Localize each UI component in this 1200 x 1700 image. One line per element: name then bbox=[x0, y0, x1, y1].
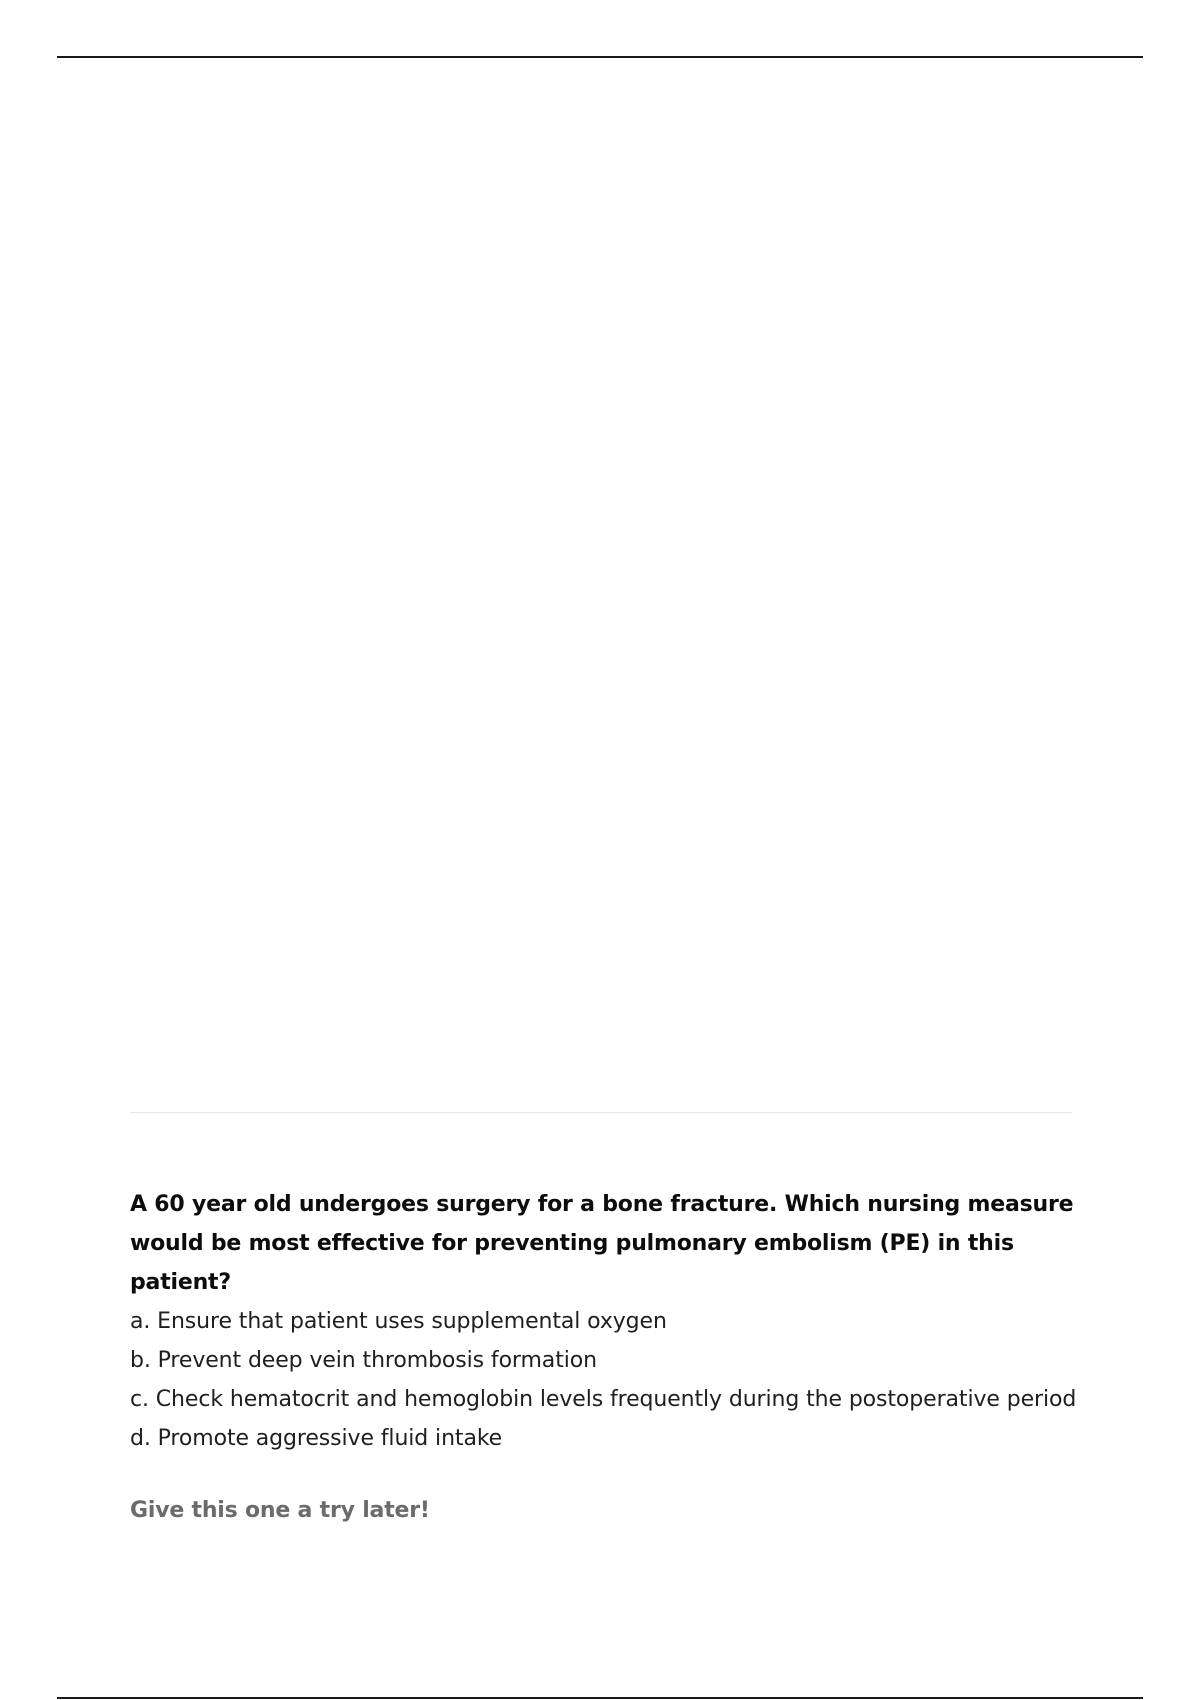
answer-option-b: b. Prevent deep vein thrombosis formation bbox=[130, 1348, 597, 1373]
flashcard bbox=[130, 1185, 1080, 1530]
answer-option-d: d. Promote aggressive fluid intake bbox=[130, 1426, 503, 1451]
answer-option-a: a. Ensure that patient uses supplemental oxygen bbox=[130, 1309, 667, 1334]
answer-options bbox=[130, 1302, 1080, 1458]
question-text: A 60 year old undergoes surgery for a bone fracture. Which nursing measure would be most effective for preventing pulmonary embolism (PE) in this patient? bbox=[130, 1192, 1074, 1295]
section-divider bbox=[130, 1112, 1072, 1113]
answer-option-c: c. Check hematocrit and hemoglobin levels frequently during the postoperative period bbox=[130, 1387, 1077, 1412]
page-top-rule bbox=[57, 56, 1143, 58]
try-later-note: Give this one a try later! bbox=[130, 1498, 430, 1523]
page-bottom-rule bbox=[57, 1697, 1143, 1699]
